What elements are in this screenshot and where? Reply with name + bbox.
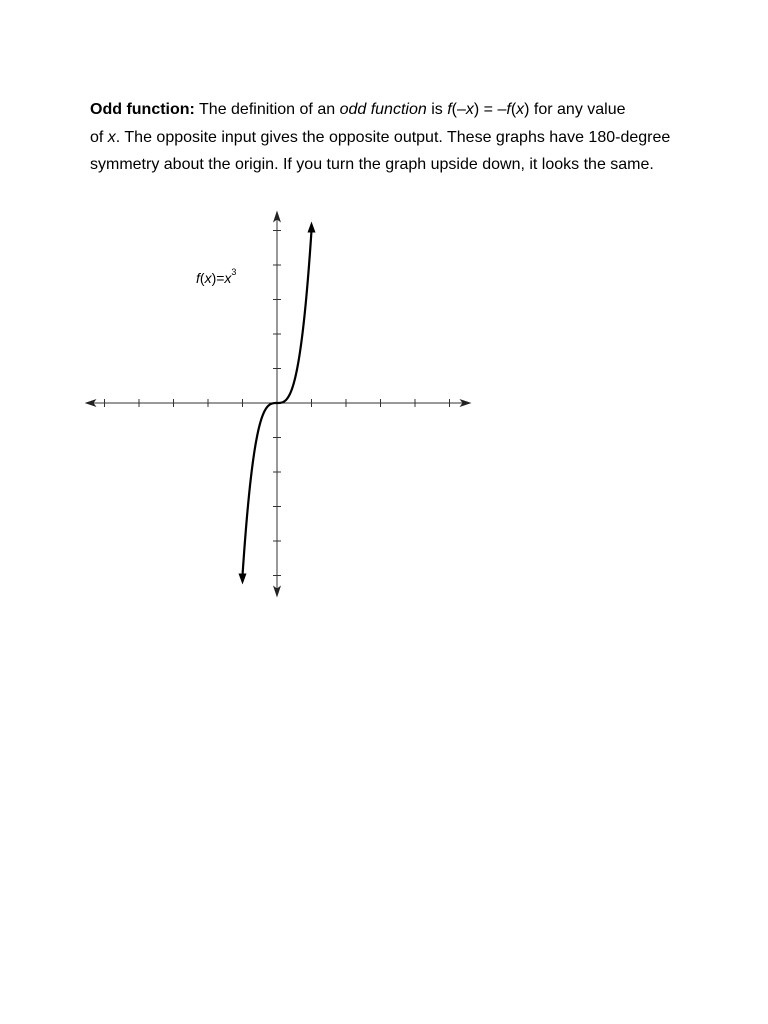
text-span: (– <box>451 101 466 118</box>
definition-term: Odd function: <box>90 101 195 118</box>
label-x: x <box>204 270 212 286</box>
text-span: The definition of an <box>194 101 340 118</box>
math-x: x <box>516 101 525 118</box>
text-span: ) for any value <box>524 101 626 118</box>
label-exponent: 3 <box>231 267 237 277</box>
label-base: x <box>224 270 232 286</box>
definition-term-italic: odd function <box>339 101 427 118</box>
cubic-function-graph <box>85 205 475 605</box>
math-x: x <box>465 101 474 118</box>
definition-paragraph <box>90 96 690 179</box>
function-label <box>196 267 236 286</box>
math-f: f <box>447 101 452 118</box>
label-f: f <box>196 270 200 286</box>
label-open-paren: ( <box>199 270 205 286</box>
text-span: is <box>426 101 448 118</box>
text-span: ) = – <box>473 101 507 118</box>
math-x: x <box>107 128 116 146</box>
curve-arrow-top <box>308 222 316 233</box>
math-f: f <box>506 101 511 118</box>
text-span: . The opposite input gives the opposite output. These graphs have 180-degree symmetry about the origin. If you turn the graph upside down, it looks the same. <box>90 128 671 173</box>
curve-arrow-bottom <box>239 574 247 585</box>
text-span: ( <box>510 101 517 118</box>
text-span: of <box>90 128 108 146</box>
label-close-eq: )= <box>211 270 225 286</box>
